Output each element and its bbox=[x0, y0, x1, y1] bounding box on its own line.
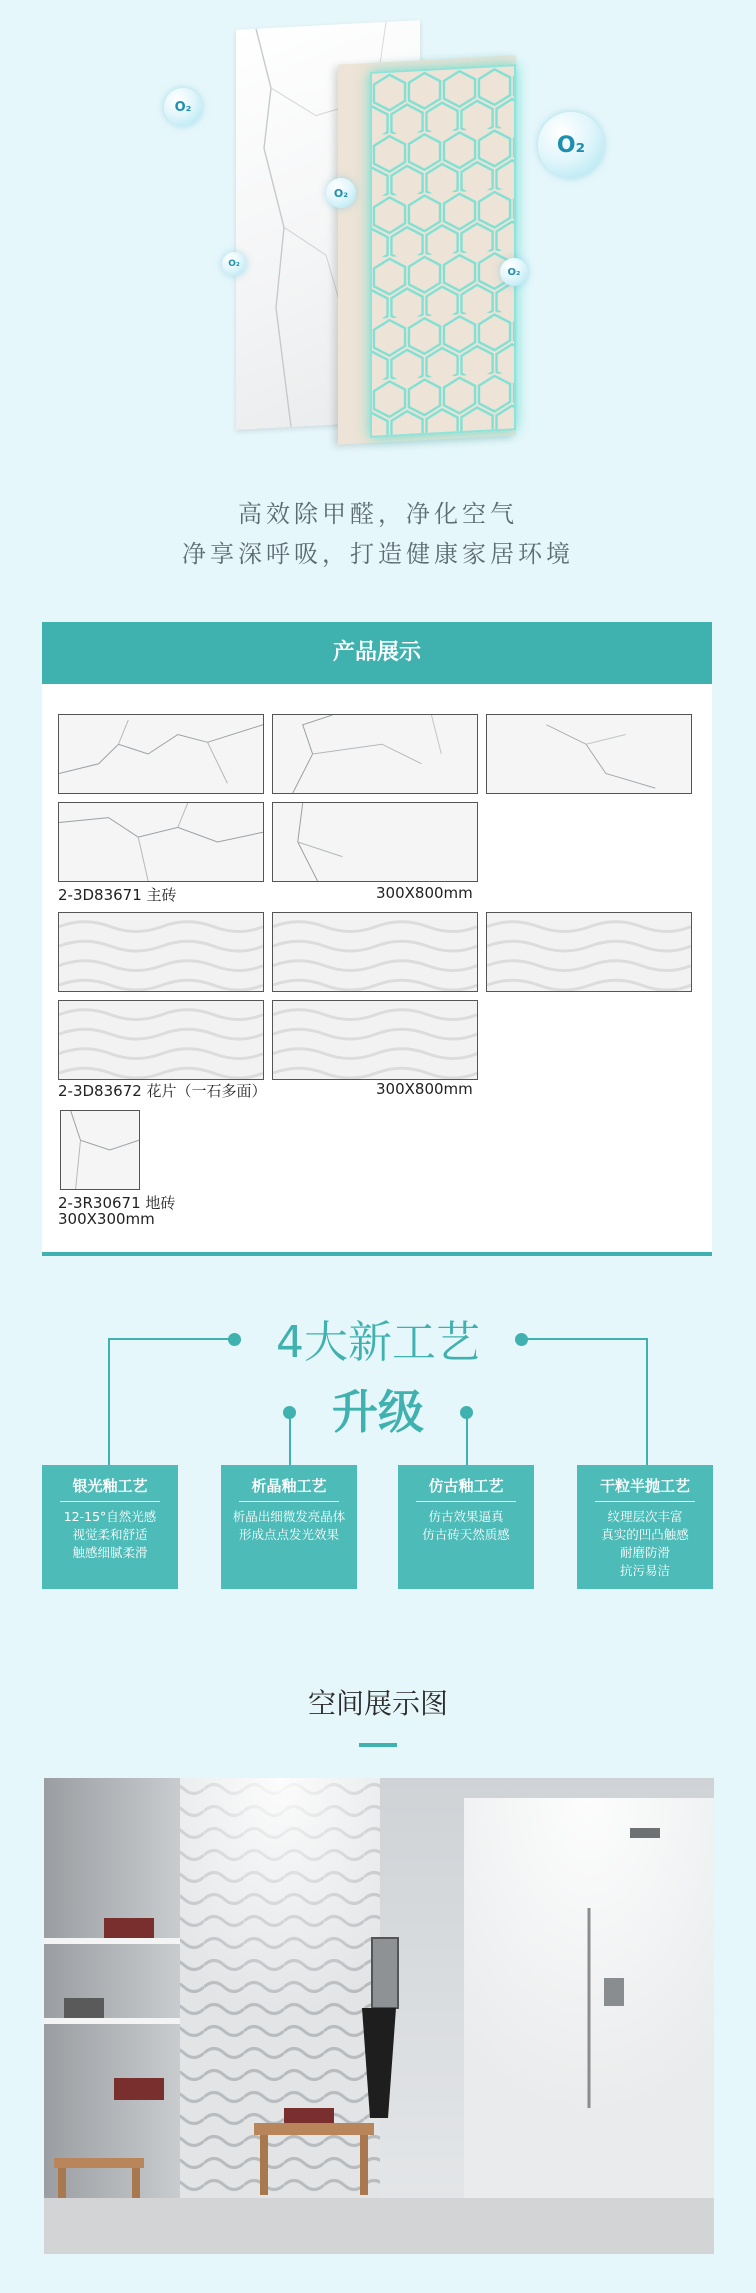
o2-bubble-icon: O₂ bbox=[164, 88, 202, 126]
connector-dot bbox=[228, 1333, 241, 1346]
tile-swatch-image[interactable] bbox=[272, 802, 478, 882]
connector-dot bbox=[515, 1333, 528, 1346]
panel-bottom-rule bbox=[42, 1252, 712, 1256]
product-size-label: 300X800mm bbox=[376, 1080, 473, 1098]
craft-card-text: 抗污易洁 bbox=[619, 1563, 670, 1578]
product-code-label: 2-3R30671 地砖 bbox=[58, 1194, 176, 1212]
craft-card-crystal-glaze bbox=[221, 1465, 357, 1589]
floor-tile-swatch-image[interactable] bbox=[60, 1110, 140, 1190]
crafts-subtitle: 升级 bbox=[332, 1385, 424, 1439]
craft-card-title: 干粒半抛工艺 bbox=[599, 1477, 690, 1495]
crafts-title: 4大新工艺 bbox=[276, 1317, 480, 1368]
craft-card-text: 耐磨防滑 bbox=[619, 1545, 670, 1560]
craft-card-silver-glaze bbox=[42, 1465, 178, 1589]
bathroom-scene-image[interactable] bbox=[44, 1778, 714, 2254]
wave-tile-swatch-image[interactable] bbox=[58, 1000, 264, 1080]
panel-title: 产品展示 bbox=[42, 622, 712, 684]
craft-card-text: 触感细腻柔滑 bbox=[72, 1545, 148, 1560]
craft-card-text: 仿古效果逼真 bbox=[428, 1509, 504, 1524]
tile-swatch-image[interactable] bbox=[486, 714, 692, 794]
o2-bubble-icon: O₂ bbox=[326, 178, 356, 208]
connector-line bbox=[108, 1338, 234, 1340]
product-code-label: 2-3D83671 主砖 bbox=[58, 886, 177, 904]
wave-tile-swatch-image[interactable] bbox=[272, 912, 478, 992]
product-code-label: 2-3D83672 花片（一石多面） bbox=[58, 1082, 267, 1100]
connector-line bbox=[108, 1338, 110, 1465]
connector-line bbox=[522, 1338, 648, 1340]
wave-tile-swatch-image[interactable] bbox=[486, 912, 692, 992]
tile-swatch-image[interactable] bbox=[272, 714, 478, 794]
craft-card-text: 纹理层次丰富 bbox=[607, 1509, 683, 1524]
craft-card-text: 形成点点发光效果 bbox=[238, 1527, 339, 1542]
craft-card-text: 真实的凹凸触感 bbox=[601, 1527, 689, 1542]
o2-bubble-icon: O₂ bbox=[538, 112, 604, 178]
product-size-label: 300X300mm bbox=[58, 1210, 155, 1228]
card-divider bbox=[60, 1501, 160, 1502]
wave-tile-swatch-image[interactable] bbox=[272, 1000, 478, 1080]
tile-swatch-image[interactable] bbox=[58, 802, 264, 882]
card-divider bbox=[416, 1501, 516, 1502]
wave-tile-swatch-image[interactable] bbox=[58, 912, 264, 992]
connector-line bbox=[646, 1338, 648, 1465]
craft-card-title: 仿古釉工艺 bbox=[428, 1477, 504, 1495]
product-size-label: 300X800mm bbox=[376, 884, 473, 902]
hero-subheadline: 净享深呼吸，打造健康家居环境 bbox=[182, 540, 574, 568]
hero-headline: 高效除甲醛，净化空气 bbox=[238, 500, 518, 528]
craft-card-text: 仿古砖天然质感 bbox=[422, 1527, 510, 1542]
craft-card-text: 析晶出细微发亮晶体 bbox=[232, 1509, 346, 1524]
card-divider bbox=[239, 1501, 339, 1502]
connector-line bbox=[466, 1412, 468, 1465]
space-title-rule bbox=[359, 1743, 397, 1747]
hexagon-purify-layer bbox=[370, 64, 516, 438]
space-title: 空间展示图 bbox=[307, 1687, 448, 1720]
o2-bubble-icon: O₂ bbox=[222, 252, 246, 276]
tile-swatch-image[interactable] bbox=[58, 714, 264, 794]
connector-line bbox=[289, 1412, 291, 1465]
hero-section bbox=[0, 0, 756, 600]
craft-card-antique-glaze bbox=[398, 1465, 534, 1589]
craft-card-text: 视觉柔和舒适 bbox=[72, 1527, 148, 1542]
craft-card-title: 析晶釉工艺 bbox=[251, 1477, 327, 1495]
product-panel bbox=[42, 622, 712, 1256]
o2-bubble-icon: O₂ bbox=[500, 258, 528, 286]
craft-card-dry-granule bbox=[577, 1465, 713, 1589]
craft-card-title: 银光釉工艺 bbox=[72, 1477, 148, 1495]
card-divider bbox=[595, 1501, 695, 1502]
craft-card-text: 12-15°自然光感 bbox=[63, 1509, 157, 1524]
